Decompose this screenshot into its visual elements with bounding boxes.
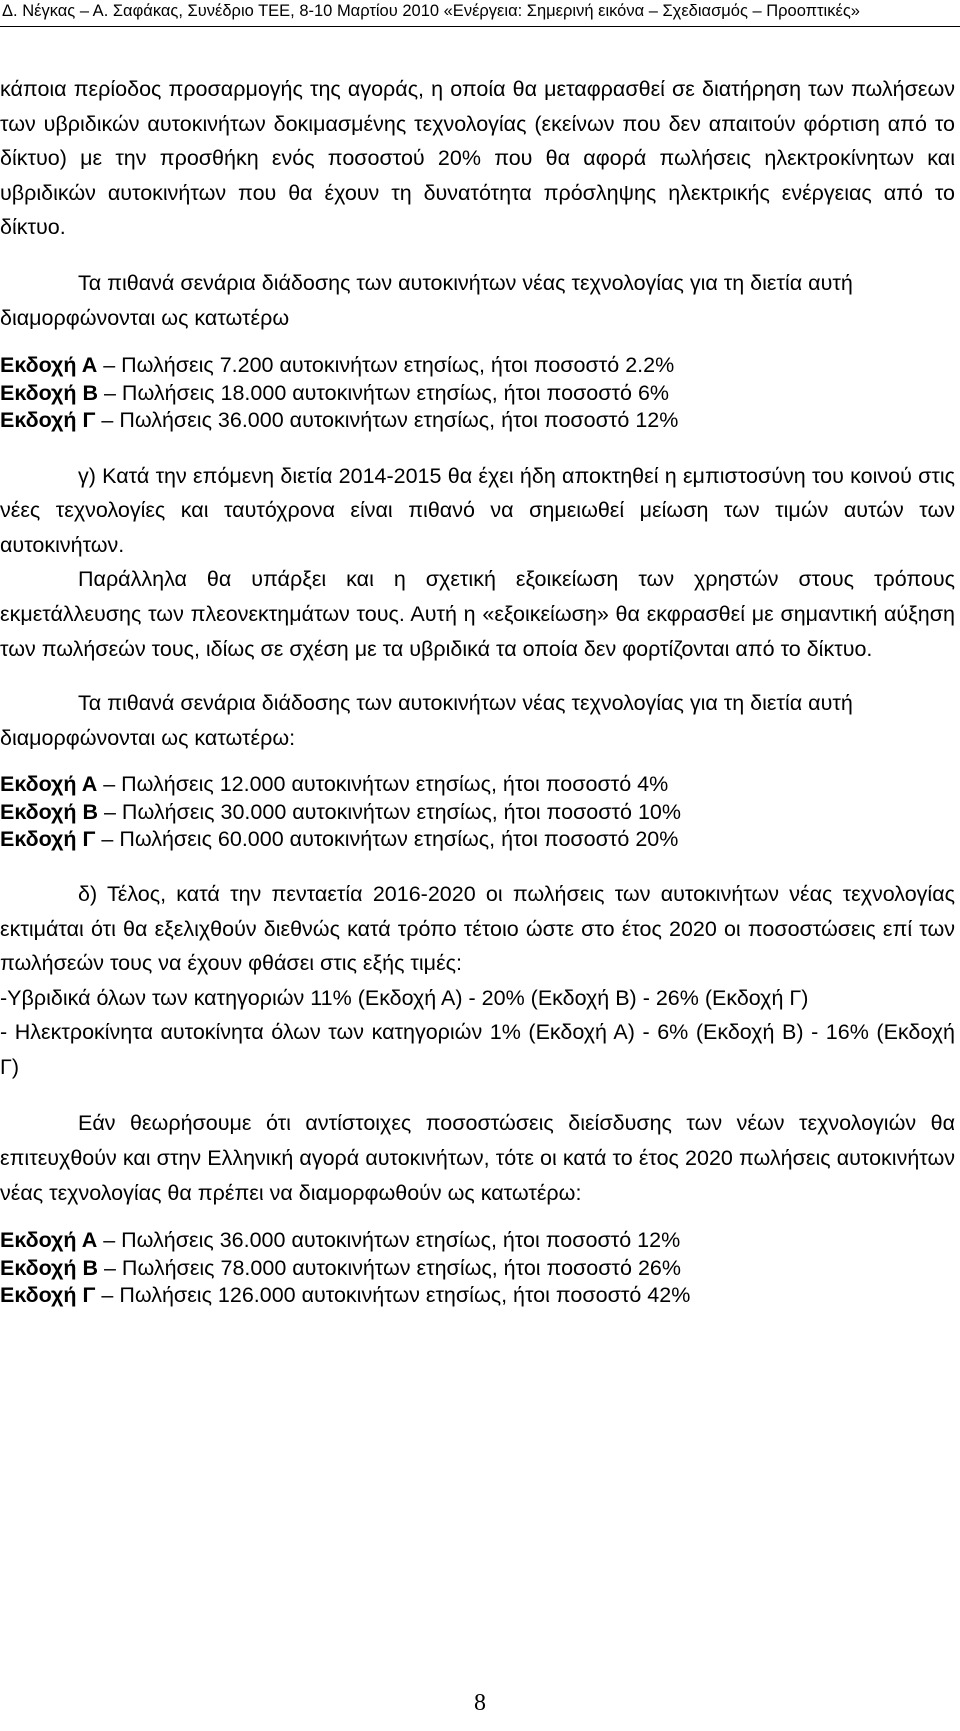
scenario-label: Εκδοχή Β: [0, 1255, 99, 1280]
scenario-text: – Πωλήσεις 36.000 αυτοκινήτων ετησίως, ήτοι ποσοστό 12%: [97, 1228, 681, 1253]
paragraph-period-2014-2015: γ) Κατά την επόμενη διετία 2014-2015 θα έχει ήδη αποκτηθεί η εμπιστοσύνη του κοινού στις νέες τεχνολογίες και ταυτόχρονα είναι πιθανό να σημειωθεί μείωση των τιμών αυτών των αυτοκινήτων.: [0, 463, 955, 557]
scenario-text: – Πωλήσεις 36.000 αυτοκινήτων ετησίως, ήτοι ποσοστό 12%: [95, 408, 679, 433]
scenario-label: Εκδοχή Γ: [0, 408, 96, 433]
scenario-text: – Πωλήσεις 18.000 αυτοκινήτων ετησίως, ήτοι ποσοστό 6%: [98, 380, 670, 405]
paragraph-scenarios-intro-2: Τα πιθανά σενάρια διάδοσης των αυτοκινήτων νέας τεχνολογίας για τη διετία αυτή διαμορφώνονται ως κατωτέρω:: [0, 691, 853, 750]
scenario-text: – Πωλήσεις 126.000 αυτοκινήτων ετησίως, ήτοι ποσοστό 42%: [95, 1283, 691, 1308]
paragraph-hybrid-shares: -Υβριδικά όλων των κατηγοριών 11% (Εκδοχή Α) - 20% (Εκδοχή Β) - 26% (Εκδοχή Γ): [0, 985, 809, 1010]
scenario-label: Εκδοχή Γ: [0, 1283, 96, 1308]
scenario-a: [0, 1227, 955, 1255]
scenario-list-1: [0, 352, 955, 435]
scenario-text: – Πωλήσεις 7.200 αυτοκινήτων ετησίως, ήτοι ποσοστό 2.2%: [97, 353, 675, 378]
page-body: [0, 72, 955, 1310]
scenario-list-3: [0, 1227, 955, 1310]
scenario-b: [0, 1255, 955, 1283]
scenario-text: – Πωλήσεις 30.000 αυτοκινήτων ετησίως, ήτοι ποσοστό 10%: [98, 799, 681, 824]
scenario-label: Εκδοχή Β: [0, 799, 99, 824]
scenario-list-2: [0, 771, 955, 854]
scenario-b: [0, 380, 955, 408]
scenario-c: [0, 1282, 955, 1310]
scenario-label: Εκδοχή Β: [0, 380, 99, 405]
scenario-b: [0, 799, 955, 827]
scenario-label: Εκδοχή Α: [0, 353, 98, 378]
scenario-label: Εκδοχή Α: [0, 1228, 98, 1253]
paragraph-period-2016-2020: δ) Τέλος, κατά την πενταετία 2016-2020 οι πωλήσεις των αυτοκινήτων νέας τεχνολογίας εκτιμάται ότι θα εξελιχθούν διεθνώς κατά τρόπο τέτοιο ώστε στο έτος 2020 οι ποσοστώσεις επί των πωλήσεών τους να έχουν φθάσει στις εξής τιμές:: [0, 881, 955, 976]
scenario-c: [0, 407, 955, 435]
scenario-text: – Πωλήσεις 60.000 αυτοκινήτων ετησίως, ήτοι ποσοστό 20%: [95, 827, 679, 852]
paragraph-familiarization: Παράλληλα θα υπάρξει και η σχετική εξοικείωση των χρηστών στους τρόπους εκμετάλλευσης των πλεονεκτημάτων τους. Αυτή η «εξοικείωση» θα εκφρασθεί με σημαντική αύξηση των πωλήσεών τους, ιδίως σε σχέση με τα υβριδικά τα οποία δεν φορτίζονται από το δίκτυο.: [0, 567, 955, 661]
paragraph-market-adjustment: κάποια περίοδος προσαρμογής της αγοράς, η οποία θα μεταφρασθεί σε διατήρηση των πωλήσεων των υβριδικών αυτοκινήτων δοκιμασμένης τεχνολογίας (εκείνων που δεν απαιτούν φόρτιση από το δίκτυο) με την προσθήκη ενός ποσοστού 20% που θα αφορά πωλήσεις ηλεκτροκίνητων και υβριδικών αυτοκινήτων που θα έχουν τη δυνατότητα πρόσληψης ηλεκτρικής ενέργειας από το δίκτυο.: [0, 77, 955, 240]
scenario-label: Εκδοχή Α: [0, 772, 98, 797]
paragraph-greek-market: Εάν θεωρήσουμε ότι αντίστοιχες ποσοστώσεις διείσδυσης των νέων τεχνολογιών θα επιτευχθούν και στην Ελληνική αγορά αυτοκινήτων, τότε οι κατά το έτος 2020 πωλήσεις αυτοκινήτων νέας τεχνολογίας θα πρέπει να διαμορφωθούν ως κατωτέρω:: [0, 1111, 955, 1205]
running-header: [0, 0, 960, 27]
scenario-a: [0, 352, 955, 380]
paragraph-electric-shares: - Ηλεκτροκίνητα αυτοκίνητα όλων των κατηγοριών 1% (Εκδοχή Α) - 6% (Εκδοχή Β) - 16% (Εκδοχή Γ): [0, 1020, 955, 1079]
scenario-label: Εκδοχή Γ: [0, 827, 96, 852]
scenario-text: – Πωλήσεις 12.000 αυτοκινήτων ετησίως, ήτοι ποσοστό 4%: [97, 772, 669, 797]
scenario-text: – Πωλήσεις 78.000 αυτοκινήτων ετησίως, ήτοι ποσοστό 26%: [98, 1255, 681, 1280]
header-text: Δ. Νέγκας – Α. Σαφάκας, Συνέδριο ΤΕΕ, 8-10 Μαρτίου 2010 «Ενέργεια: Σημερινή εικόνα – Σχεδιασμός – Προοπτικές»: [2, 2, 860, 20]
scenario-c: [0, 826, 955, 854]
page-number: 8: [474, 1690, 486, 1716]
paragraph-scenarios-intro-1: Τα πιθανά σενάρια διάδοσης των αυτοκινήτων νέας τεχνολογίας για τη διετία αυτή διαμορφώνονται ως κατωτέρω: [0, 270, 853, 330]
scenario-a: [0, 771, 955, 799]
